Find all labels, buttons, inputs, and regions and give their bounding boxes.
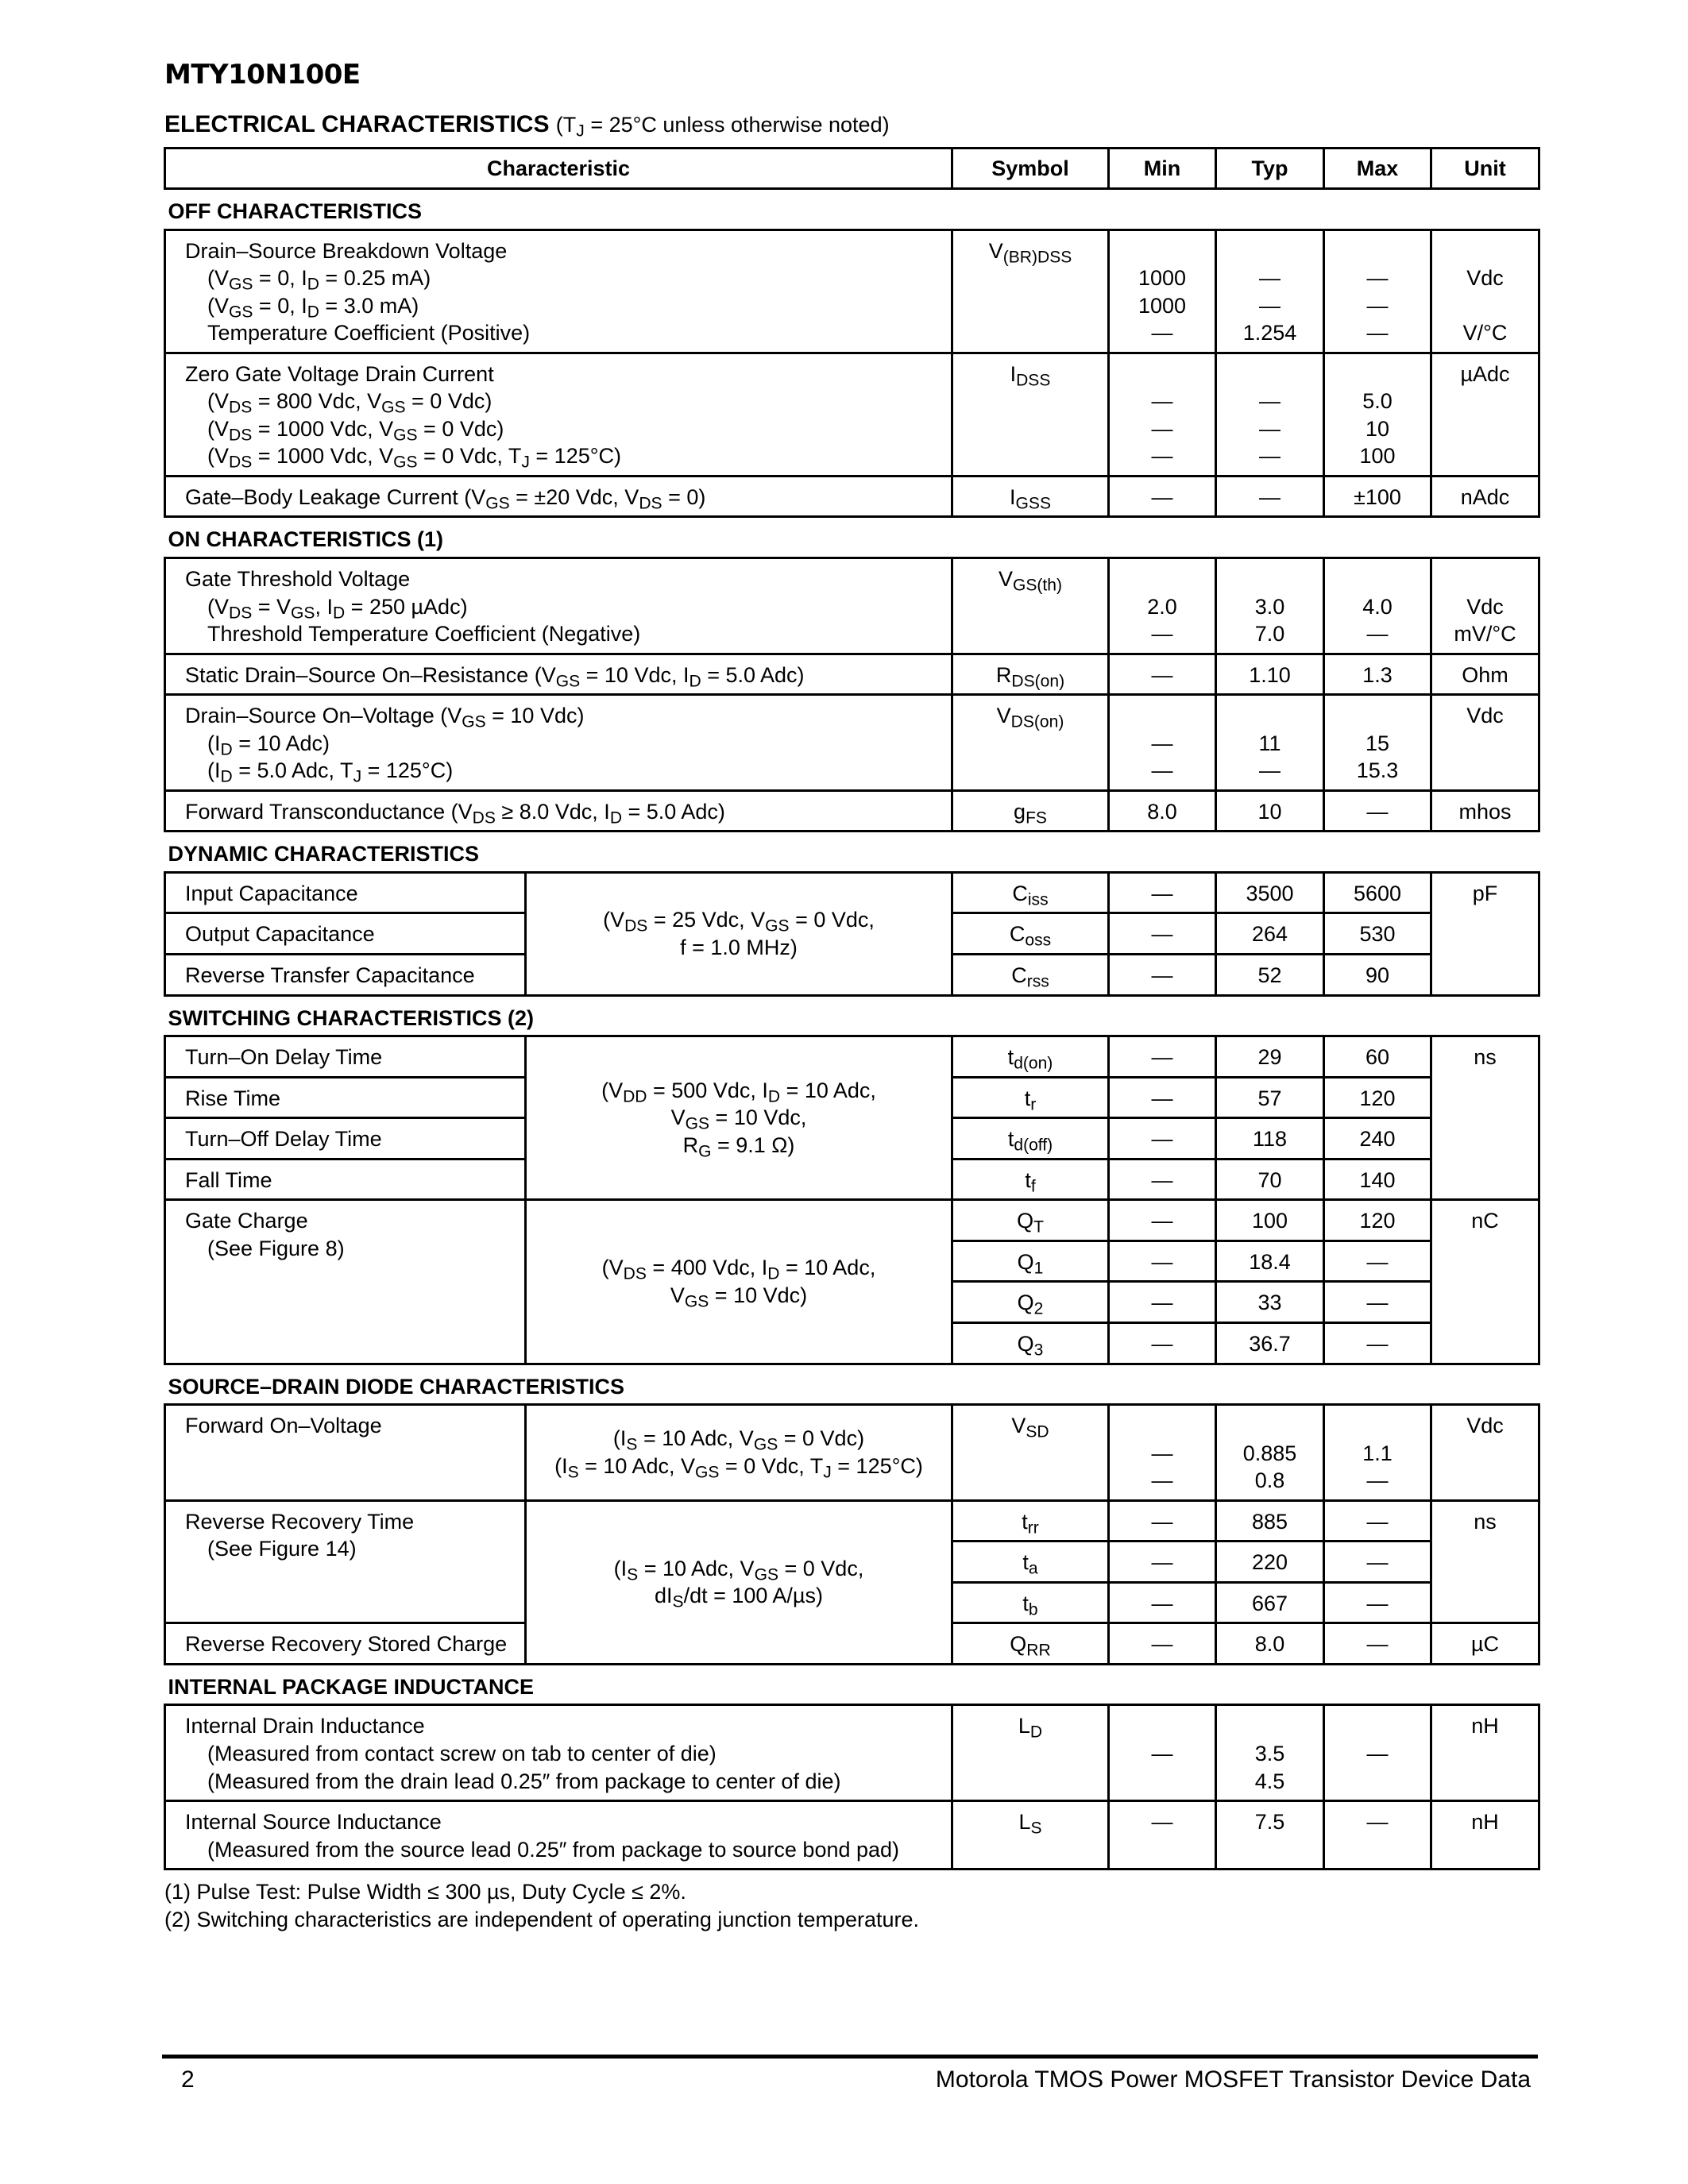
footer-publication: Motorola TMOS Power MOSFET Transistor Device Data [935,2066,1531,2093]
table-row: Reverse Recovery Time (See Figure 14) ($I_S = 10$ Adc, $V_{GS} = 0$ Vdc, $dI_S/dt = 100$ A/µs) $t_{rr}$ — 885 — ns [165,1500,1539,1542]
table-row: Gate Charge (See Figure 8) ($V_{DS} = 400$ Vdc, $I_D = 10$ Adc, $V_{GS} = 10$ Vdc) $Q_T$ — 100 120 nC [165,1200,1539,1241]
title-condition: ($T_J = 25^\circ C$ unless otherwise noted) [555,113,890,141]
col-symbol: Symbol [952,149,1109,189]
table-row: Output Capacitance $C_{oss}$ — 264 530 [165,913,1539,955]
footer-divider [162,2055,1538,2059]
table-row: Gate Threshold Voltage ($V_{DS} = V_{GS}$, $I_D = 250$ µAdc) Threshold Temperature Coefficient (Negative) $V_{GS(th)}$ 2.0 — 3.0 7.0 4.0 — Vdc mV/°C [165,558,1539,654]
table-row: Static Drain–Source On–Resistance ($V_{GS} = 10$ Vdc, $I_D = 5.0$ Adc) $R_{DS(on)}$ — 1.10 1.3 Ohm [165,654,1539,695]
section-package: INTERNAL PACKAGE INDUCTANCE [168,1674,535,1699]
table-row: Drain–Source On–Voltage ($V_{GS} = 10$ Vdc) ($I_D = 10$ Adc) ($I_D = 5.0$ Adc, $T_J = 125^\circ C$) $V_{DS(on)}$ — — 11 — 15 15.3 Vdc [165,695,1539,791]
table-row: Drain–Source Breakdown Voltage ($V_{GS} = 0$, $I_D = 0.25$ mA) ($V_{GS} = 0$, $I_D = 3.0$ mA) Temperature Coefficient (Positive) $V_{(BR)DSS}$ 1000 1000 — — — 1.254 — — — Vdc V/°C [165,230,1539,353]
table-row: Fall Time $t_f$ — 70 140 [165,1159,1539,1200]
table-row: Input Capacitance ($V_{DS} = 25$ Vdc, $V_{GS} = 0$ Vdc, f = 1.0 MHz) $C_{iss}$ — 3500 5600 pF [165,872,1539,913]
table-header-row [165,149,1539,189]
table-row: $t_b$ — 667 — [165,1582,1539,1623]
section-diode: SOURCE–DRAIN DIODE CHARACTERISTICS [168,1374,625,1399]
section-title [164,111,890,141]
table-row: Reverse Transfer Capacitance $C_{rss}$ — 52 90 [165,955,1539,996]
table-row: Rise Time $t_r$ — 57 120 [165,1077,1539,1118]
table-row: Internal Source Inductance (Measured from the source lead 0.25″ from package to source bond pad) $L_S$ — 7.5 — nH [165,1801,1539,1870]
table-row: Gate–Body Leakage Current ($V_{GS} = \pm 20$ Vdc, $V_{DS} = 0$) $I_{GSS}$ — — ±100 nAdc [165,476,1539,517]
footnote-1: (1) Pulse Test: Pulse Width ≤ 300 µs, Duty Cycle ≤ 2%. [164,1880,686,1904]
footnote-2: (2) Switching characteristics are independent of operating junction temperature. [164,1908,920,1931]
col-typ: Typ [1216,149,1324,189]
table-row: $Q_1$ — 18.4 — [165,1241,1539,1282]
col-unit: Unit [1431,149,1539,189]
table-row: Forward On–Voltage ($I_S = 10$ Adc, $V_{GS} = 0$ Vdc) ($I_S = 10$ Adc, $V_{GS} = 0$ Vdc, $T_J = 125^\circ C$) $V_{SD}$ — — 0.885 0.8 1.1 — Vdc [165,1405,1539,1501]
col-characteristic: Characteristic [165,149,952,189]
table-row: Reverse Recovery Stored Charge $Q_{RR}$ — 8.0 — µC [165,1623,1539,1665]
table-row: Internal Drain Inductance (Measured from contact screw on tab to center of die) (Measured from the drain lead 0.25″ from package to center of die) $L_D$ — 3.5 4.5 — nH [165,1705,1539,1801]
table-row: Turn–On Delay Time ($V_{DD} = 500$ Vdc, $I_D = 10$ Adc, $V_{GS} = 10$ Vdc, $R_G = 9.1$ Ω) $t_{d(on)}$ — 29 60 ns [165,1036,1539,1078]
table-row: Zero Gate Voltage Drain Current ($V_{DS} = 800$ Vdc, $V_{GS} = 0$ Vdc) ($V_{DS} = 1000$ Vdc, $V_{GS} = 0$ Vdc) ($V_{DS} = 1000$ Vdc, $V_{GS} = 0$ Vdc, $T_J = 125^\circ C$) $I_{DSS}$ — — — — — — 5.0 10 100 µAdc [165,353,1539,476]
col-min: Min [1109,149,1216,189]
table-row: $t_a$ — 220 — [165,1542,1539,1583]
part-number: MTY10N100E [164,59,361,91]
title-text: ELECTRICAL CHARACTERISTICS [164,111,550,137]
page-number: 2 [181,2066,195,2093]
section-off: OFF CHARACTERISTICS [168,199,422,223]
table-row: $Q_3$ — 36.7 — [165,1322,1539,1364]
section-switching: SWITCHING CHARACTERISTICS (2) [168,1005,534,1030]
table-row: Forward Transconductance ($V_{DS} \ge 8.0$ Vdc, $I_D = 5.0$ Adc) $g_{FS}$ 8.0 10 — mhos [165,790,1539,832]
section-dynamic: DYNAMIC CHARACTERISTICS [168,842,479,866]
section-on: ON CHARACTERISTICS (1) [168,527,444,552]
table-row: $Q_2$ — 33 — [165,1282,1539,1323]
electrical-characteristics-table [164,147,1540,1870]
table-row: Turn–Off Delay Time $t_{d(off)}$ — 118 240 [165,1118,1539,1160]
col-max: Max [1324,149,1431,189]
